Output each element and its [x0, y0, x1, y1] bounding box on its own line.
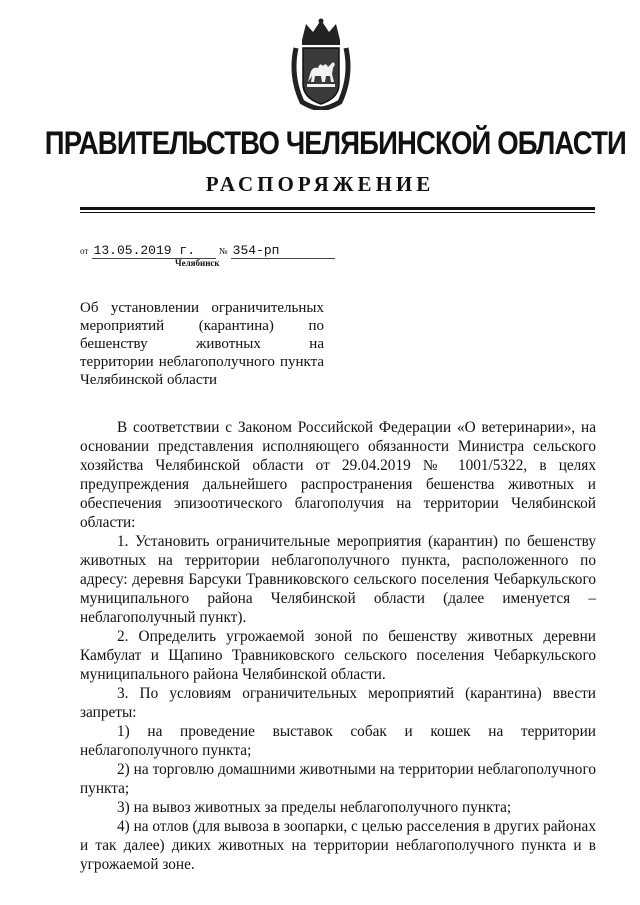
- header-divider-thick: [80, 207, 595, 210]
- coat-of-arms-icon: [288, 18, 354, 110]
- subject-line: бешенству животных на: [80, 336, 324, 352]
- document-date: 13.05.2019 г.: [92, 243, 216, 259]
- document-type: РАСПОРЯЖЕНИЕ: [205, 172, 435, 196]
- city-label: Челябинск: [175, 258, 220, 268]
- subject-line: территории неблагополучного пункта: [80, 354, 324, 370]
- body-paragraph: 1. Установить ограничительные мероприятия (карантин) по бешенству животных на территории неблагополучного пункта, расположенного по адресу: деревня Барсуки Травниковского сельского поселения Чебаркульского муниципального района Челябинской области (далее именуется – неблагополучный пункт).: [80, 533, 596, 626]
- body-paragraph: 1) на проведение выставок собак и кошек на территории неблагополучного пункта;: [80, 723, 596, 759]
- body-paragraph: 2) на торговлю домашними животными на территории неблагополучного пункта;: [80, 761, 596, 797]
- date-prefix: от: [80, 246, 89, 256]
- subject-line: Челябинской области: [80, 372, 218, 388]
- body-paragraph: 2. Определить угрожаемой зоной по бешенству животных деревни Камбулат и Щапино Травниковского сельского поселения Чебаркульского муниципального района Челябинской области.: [80, 628, 596, 683]
- body-paragraph: В соответствии с Законом Российской Федерации «О ветеринарии», на основании представления исполняющего обязанности Министра сельского хозяйства Челябинской области от 29.04.2019 № 1001/5322, в целях предупреждения дальнейшего распространения бешенства животных и обеспечения эпизоотического благополучия на территории Челябинской области:: [80, 419, 596, 531]
- body-paragraph: 4) на отлов (для вывоза в зоопарки, с целью расселения в других районах и так далее) диких животных на территории неблагополучного пункта и в угрожаемой зоне.: [80, 818, 596, 873]
- date-number-line: [80, 242, 335, 259]
- body-paragraph: 3) на вывоз животных за пределы неблагополучного пункта;: [117, 799, 512, 816]
- document-body: [80, 418, 596, 874]
- government-title: ПРАВИТЕЛЬСТВО ЧЕЛЯБИНСКОЙ ОБЛАСТИ: [44, 125, 626, 161]
- number-prefix: №: [218, 246, 228, 256]
- body-paragraph: 3. По условиям ограничительных мероприятий (карантина) ввести запреты:: [80, 685, 596, 721]
- subject-line: мероприятий (карантина) по: [80, 318, 324, 334]
- subject-line: Об установлении ограничительных: [80, 300, 324, 316]
- header-divider-thin: [80, 212, 595, 213]
- document-subject: [80, 299, 324, 389]
- document-number: 354-рп: [231, 243, 335, 259]
